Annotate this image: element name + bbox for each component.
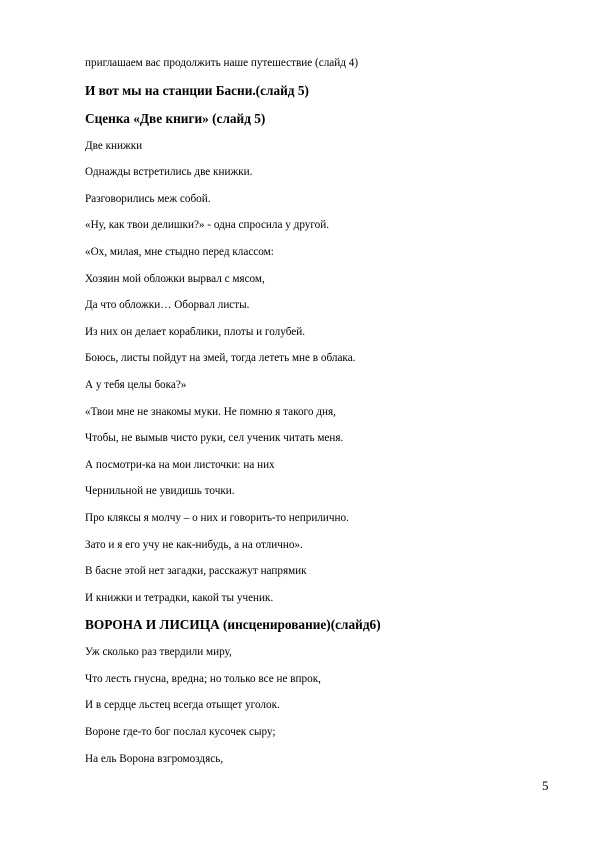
text-line: Зато и я его учу не как-нибудь, а на отлично». <box>85 538 303 551</box>
text-line: Про кляксы я молчу – о них и говорить-то неприлично. <box>85 511 349 524</box>
text-line: Что лесть гнусна, вредна; но только все не впрок, <box>85 672 321 685</box>
section-heading-fable-station: И вот мы на станции Басни.(слайд 5) <box>85 82 309 98</box>
text-line: На ель Ворона взгромоздясь, <box>85 752 224 765</box>
page-number: 5 <box>542 778 549 793</box>
text-line: А у тебя целы бока?» <box>85 378 187 391</box>
text-line: приглашаем вас продолжить наше путешествие (слайд 4) <box>85 57 359 69</box>
text-line: «Ну, как твои делишки?» - одна спросила у другой. <box>85 219 330 232</box>
text-line: Боюсь, листы пойдут на змей, тогда лететь мне в облака. <box>85 352 356 365</box>
text-line: «Ох, милая, мне стыдно перед классом: <box>85 245 274 258</box>
text-line: В басне этой нет загадки, расскажут напрямик <box>85 565 307 578</box>
text-line: Чтобы, не вымыв чисто руки, сел ученик читать меня. <box>85 432 344 445</box>
text-line: Хозяин мой обложки вырвал с мясом, <box>85 272 265 285</box>
text-line: Из них он делает кораблики, плоты и голубей. <box>85 325 305 338</box>
section-heading-crow-and-fox: ВОРОНА И ЛИСИЦА (инсценирование)(слайд6) <box>85 617 381 633</box>
section-heading-two-books: Сценка «Две книги» (слайд 5) <box>85 110 266 126</box>
text-line: Вороне где-то бог послал кусочек сыру; <box>85 726 276 739</box>
document-body <box>85 56 525 778</box>
text-line: Чернильной не увидишь точки. <box>85 485 235 498</box>
text-line: А посмотри-ка на мои листочки: на них <box>85 458 275 471</box>
text-line: Да что обложки… Оборвал листы. <box>85 299 250 312</box>
text-line: Разговорились меж собой. <box>85 192 211 205</box>
text-line: «Твои мне не знакомы муки. Не помню я такого дня, <box>85 405 336 418</box>
text-line: И книжки и тетрадки, какой ты ученик. <box>85 591 274 604</box>
text-line: Однажды встретились две книжки. <box>85 166 253 179</box>
text-line: Две книжки <box>85 139 143 152</box>
text-line: И в сердце льстец всегда отыщет уголок. <box>85 699 280 712</box>
text-line: Уж сколько раз твердили миру, <box>85 646 232 659</box>
